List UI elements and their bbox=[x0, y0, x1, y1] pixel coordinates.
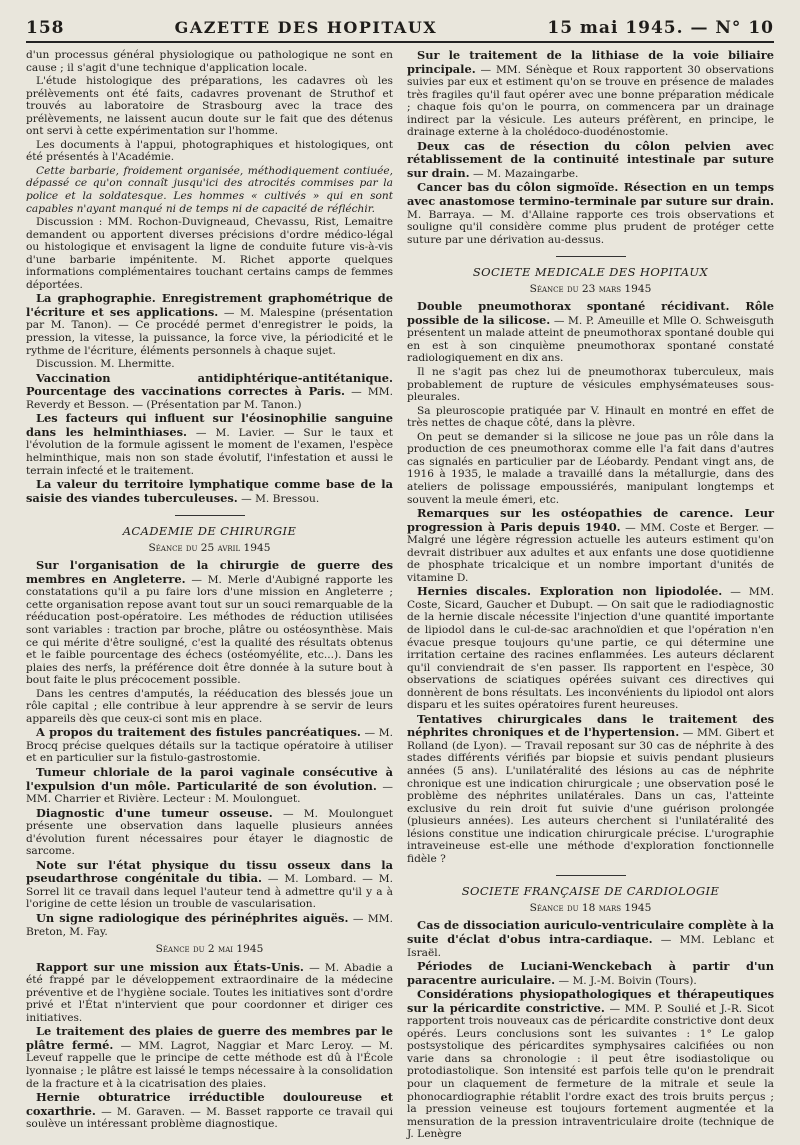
article-title: Considérations physiopathologiques et thérapeutiques sur la péricardite constrictive. bbox=[407, 987, 774, 1015]
article-body: — MM. Coste et Berger. — Malgré une légère régression actuelle les auteurs estiment qu'on devrait distribuer aux adultes et aux enfants une dose quotidienne de phosphate tricalcique et un nombre important d'unités de vitamine D. bbox=[407, 521, 774, 584]
article-body: — M. Brocq précise quelques détails sur la tactique opératoire à utiliser et en particulier sur la fistulo-gastrostomie. bbox=[26, 727, 393, 765]
article-body: — MM. Charrier et Rivière. Lecteur : M. Moulonguet. bbox=[26, 780, 393, 806]
article-title: Le traitement des plaies de guerre des membres par le plâtre fermé. bbox=[26, 1024, 393, 1052]
article-title: Deux cas de résection du côlon pelvien avec rétablissement de la continuité intestinale par suture sur drain. bbox=[407, 138, 774, 180]
article-entry bbox=[407, 713, 774, 866]
paragraph: Il ne s'agit pas chez lui de pneumothorax tuberculeux, mais probablement de rupture de vésicules emphysémateuses sous-pleurales. bbox=[407, 366, 774, 404]
article-title: Tentatives chirurgicales dans le traitement des néphrites chroniques et de l'hypertension. bbox=[407, 711, 774, 740]
section-title: SOCIETE MEDICALE DES HOPITAUX bbox=[472, 265, 709, 280]
article-title: Diagnostic d'une tumeur osseuse. bbox=[36, 805, 273, 820]
left-column bbox=[26, 49, 393, 1142]
article-entry bbox=[407, 507, 774, 584]
article-body: — MM. Leblanc et Israël. bbox=[407, 934, 774, 959]
article-entry bbox=[26, 372, 393, 412]
article-body: — MM. Coste, Sicard, Gaucher et Dubupt. — On sait que le radiodiagnostic de la hernie discale nécessite l'injection d'une quantité importante de lipiodol dans le cul-de-sac arachnoïdien et que l'opération n'en évacue presque toujours qu'une partie, ce qui détermine une irritation certaine des racines enflammées. Les auteurs déclarent qu'il conviendrait de s'en passer. Ils rapportent en l'espèce, 30 observations de sciatiques opérées suivant ces directives qui donnèrent de bons résultats. Les inconvénients du lipiodol ont alors disparu et les suites opératoires furent heureuses. bbox=[407, 586, 774, 712]
article-entry bbox=[26, 859, 393, 911]
article-body: — MM. Lagrot, Naggiar et Marc Leroy. — M. Leveuf rappelle que le principe de cette méthode est dû à l'École lyonnaise ; le plâtre est laissé le temps nécessaire à la consolidation de la fracture et à la cicatrisation des plaies. bbox=[26, 1039, 393, 1090]
right-column bbox=[407, 49, 774, 1142]
article-title: Les facteurs qui influent sur l'éosinophilie sanguine dans les helminthiases. bbox=[26, 411, 393, 439]
article-entry bbox=[407, 140, 774, 181]
article-body: — M. Garaven. — M. Basset rapporte ce travail qui soulève un intéressant problème diagnostique. bbox=[26, 1105, 393, 1131]
article-entry bbox=[26, 766, 393, 806]
article-body: M. Barraya. — M. d'Allaine rapporte ces trois observations et souligne qu'il considère comme plus prudent de protéger cette suture par une dérivation au-dessus. bbox=[407, 208, 774, 246]
article-body: — M. J.-M. Boivin (Tours). bbox=[558, 974, 697, 987]
divider bbox=[556, 875, 626, 876]
article-body: — M. Malespine (présentation par M. Tanon). — Ce procédé permet d'enregistrer le poids, la pression, la vitesse, la puissance, la force vive, la périodicité et le rythme de l'écriture, éléments personnels à chaque sujet. bbox=[26, 306, 393, 357]
section-title: ACADEMIE DE CHIRURGIE bbox=[122, 524, 297, 539]
article-title: Vaccination antidiphtérique-antitétanique. Pourcentage des vaccinations correctes à Paris. bbox=[26, 370, 393, 399]
paragraph: Discussion. M. Lhermitte. bbox=[36, 358, 175, 371]
article-entry bbox=[26, 961, 393, 1025]
divider bbox=[175, 515, 245, 516]
article-body: — MM. Breton, M. Fay. bbox=[26, 913, 393, 938]
article-title: Double pneumothorax spontané récidivant. Rôle possible de la silicose. bbox=[407, 299, 774, 327]
article-entry bbox=[407, 919, 774, 959]
article-title: Rapport sur une mission aux États-Unis. bbox=[36, 959, 304, 974]
article-title: Sur le traitement de la lithiase de la voie biliaire principale. bbox=[407, 48, 774, 76]
article-title: Un signe radiologique des périnéphrites aiguës. bbox=[36, 911, 349, 925]
article-title: A propos du traitement des fistules pancréatiques. bbox=[36, 725, 361, 740]
article-body: — M. Abadie a été frappé par le développement extraordinaire de la médecine préventive et de l'hygiène sociale. Toutes les initiatives sont d'ordre privé et l'État n'intervient que pour coordonner et diriger ces initiatives. bbox=[26, 961, 393, 1024]
article-body: — MM. Sénèque et Roux rapportent 30 observations suivies par eux et estiment qu'on se trouve en présence de malades très fragiles qu'il faut opérer avec une bonne préparation médicale ; chaque fois qu'on le pourra, on commencera par un drainage indirect par la vésicule. Les auteurs préfèrent, en principe, le drainage externe à la cholédoco-duodénostomie. bbox=[407, 63, 774, 139]
article-title: Hernie obturatrice irréductible douloureuse et coxarthrie. bbox=[26, 1090, 393, 1118]
article-title: La valeur du territoire lymphatique comme base de la saisie des viandes tuberculeuses. bbox=[26, 477, 393, 505]
article-entry bbox=[407, 300, 774, 365]
article-title: Remarques sur les ostéopathies de carence. Leur progression à Paris depuis 1940. bbox=[407, 506, 774, 534]
article-body: — M. Moulonguet présente une observation dans laquelle plusieurs années d'évolution furent nécessaires pour étayer le diagnostic de sarcome. bbox=[26, 807, 394, 858]
issue-info: 15 mai 1945. — N° 10 bbox=[547, 18, 774, 38]
article-entry bbox=[407, 988, 774, 1141]
session-date: Séance du 25 avril 1945 bbox=[148, 541, 271, 554]
article-title: Hernies discales. Exploration non lipiodolée. bbox=[417, 584, 723, 599]
paragraph: Discussion : MM. Rochon-Duvigneaud, Chevassu, Rist, Lemaitre demandent ou apportent diverses précisions d'ordre médico-légal ou histologique et envisagent la ligne de conduite future vis-à-vis d'une barbarie impénitente. M. Richet apporte quelques informations complémentaires touchant certains camps de femmes déportées. bbox=[26, 216, 393, 291]
paragraph: Dans les centres d'amputés, la rééducation des blessés joue un rôle capital ; elle contribue à leur apprendre à se servir de leurs appareils dès que ceux-ci sont mis en place. bbox=[26, 687, 393, 725]
page-header bbox=[26, 18, 774, 43]
article-body: — M. Lombard. — M. Sorrel lit ce travail dans lequel l'auteur tend à admettre qu'il y a à l'origine de cette lésion un trouble de vascularisation. bbox=[26, 873, 394, 911]
article-body: — MM. Reverdy et Besson. — (Présentation par M. Tanon.) bbox=[26, 386, 393, 411]
article-body: — MM. P. Soulié et J.-R. Sicot rapportent trois nouveaux cas de péricardite constrictive dont deux opérés. Leurs conclusions sont les suivantes : 1° Le galop postsystolique des péricardites symphysaires calcifiées ou non varie dans sa chronologie : il peut être isodiastolique ou protodiastolique. Son intensité est parfois telle qu'on le prendrait pour un claquement de fermeture de la mitrale et seule la phonocardiographie rétablit l'ordre exact des trois bruits perçus ; la pression veineuse est toujours fortement augmentée et la mensuration de la pression intraventriculaire droite (technique de J. Lenègre bbox=[407, 1002, 774, 1141]
article-entry bbox=[407, 49, 774, 139]
article-entry bbox=[407, 585, 774, 711]
columns bbox=[26, 49, 774, 1142]
article-title: Cas de dissociation auriculo-ventriculaire complète à la suite d'éclat d'obus intra-cardiaque. bbox=[407, 918, 774, 946]
article-body: — M. Mazaingarbe. bbox=[472, 167, 579, 180]
article-entry bbox=[26, 807, 393, 858]
article-entry bbox=[26, 1091, 393, 1131]
article-entry bbox=[26, 478, 393, 505]
article-entry bbox=[26, 559, 393, 686]
paragraph: Sa pleuroscopie pratiquée par V. Hinault en montré en effet de très nettes de chaque côté, dans la plèvre. bbox=[407, 404, 774, 430]
article-body: — M. Merle d'Aubigné rapporte les constatations qu'il a pu faire lors d'une mission en Angleterre ; cette organisation repose avant tout sur un souci remarquable de la rééducation post-opératoire. Les méthodes de réduction utilisées sont variables : traction par broche, plâtre ou ostéosynthèse. Mais ce qui mérite d'être souligné, c'est la qualité des résultats obtenus et le faible pourcentage des échecs (ostéomyélite, etc...). Dans les plaies des nerfs, la préférence doit être donnée à la suture bout à bout faite le plus précocement possible. bbox=[26, 573, 393, 687]
article-entry bbox=[407, 181, 774, 246]
article-body: — M. Bressou. bbox=[241, 492, 320, 505]
article-body: — M. Lavier. — Sur le taux et l'évolution de la formule agissent le moment de l'examen, l'espèce helminthique, mais non son stade évolutif, l'infestation et aussi le terrain infecté et le traitement. bbox=[26, 426, 394, 477]
article-title: Périodes de Luciani-Wenckebach à partir d'un paracentre auriculaire. bbox=[407, 959, 774, 987]
article-title: Sur l'organisation de la chirurgie de guerre des membres en Angleterre. bbox=[26, 558, 393, 586]
article-body: — MM. Gibert et Rolland (de Lyon). — Travail reposant sur 30 cas de néphrite à des stades différents vérifiés par biopsie et suivis pendant plusieurs années (5 ans). L'unilatéralité des lésions au cas de néphrite chronique est une indication chirurgicale ; une observation posé le problème des néphrites unilatérales. Dans un cas, l'atteinte exclusive du rein droit fut suivie d'une guérison prolongée (plusieurs années). Les auteurs cherchent si l'unilatéralité des lésions constitue une indication chirurgicale précise. L'urographie intraveineuse est-elle une méthode d'exploration fonctionnelle fidèle ? bbox=[407, 727, 774, 865]
article-title: Tumeur chloriale de la paroi vaginale consécutive à l'expulsion d'un môle. Particularité de son évolution. bbox=[26, 764, 393, 793]
paragraph: On peut se demander si la silicose ne joue pas un rôle dans la production de ces pneumothorax comme elle l'a fait dans d'autres cas signalés en particulier par de Léobardy. Pendant vingt ans, de 1916 à 1935, le malade a travaillé dans la métallurgie, dans des ateliers de polissage empoussiérés, manipulant longtemps et souvent la meule émeri, etc. bbox=[407, 430, 774, 506]
paragraph: Cette barbarie, froidement organisée, méthodiquement contiuée, dépassé ce qu'on connaît jusqu'ici des atrocités commises par la police et la soldatesque. Les hommes « cultivés » qui en sont capables n'ayant manqué ni de temps ni de capacité de réfléchir. bbox=[26, 164, 393, 215]
page-number: 158 bbox=[26, 18, 65, 38]
article-entry bbox=[26, 912, 393, 938]
divider bbox=[556, 256, 626, 257]
paragraph: d'un processus général physiologique ou pathologique ne sont en cause ; il s'agit d'une technique d'application locale. bbox=[26, 49, 393, 74]
article-entry bbox=[407, 960, 774, 987]
paragraph: Les documents à l'appui, photographiques et histologiques, ont été présentés à l'Académie. bbox=[26, 138, 393, 164]
journal-title: GAZETTE DES HOPITAUX bbox=[174, 18, 438, 37]
paragraph: L'étude histologique des préparations, les cadavres où les prélèvements ont été faits, cadavres provenant de Struthof et trouvés au laboratoire de Strasbourg avec la trace des prélèvements, ne laissent aucun doute sur le fait que des détenus ont servi à cette expérimentation sur l'homme. bbox=[26, 75, 393, 138]
article-entry bbox=[26, 726, 393, 765]
session-date: Séance du 2 mai 1945 bbox=[155, 943, 264, 956]
article-title: La graphographie. Enregistrement graphométrique de l'écriture et ses applications. bbox=[26, 291, 393, 319]
article-body: — M. P. Ameuille et Mlle O. Schweisguth présentent un malade atteint de pneumothorax spontané double qui en est à son cinquième pneumothorax spontané constaté radiologiquement en dix ans. bbox=[407, 314, 775, 365]
session-date: Séance du 23 mars 1945 bbox=[529, 282, 652, 295]
article-title: Cancer bas du côlon sigmoïde. Résection en un temps avec anastomose termino-terminale par suture sur drain. bbox=[407, 180, 774, 209]
session-date: Séance du 18 mars 1945 bbox=[529, 901, 652, 914]
article-entry bbox=[26, 292, 393, 357]
article-title: Note sur l'état physique du tissu osseux dans la pseudarthrose congénitale du tibia. bbox=[26, 857, 393, 886]
article-entry bbox=[26, 412, 393, 477]
article-entry bbox=[26, 1025, 393, 1090]
section-title: SOCIETE FRANÇAISE DE CARDIOLOGIE bbox=[461, 884, 720, 899]
